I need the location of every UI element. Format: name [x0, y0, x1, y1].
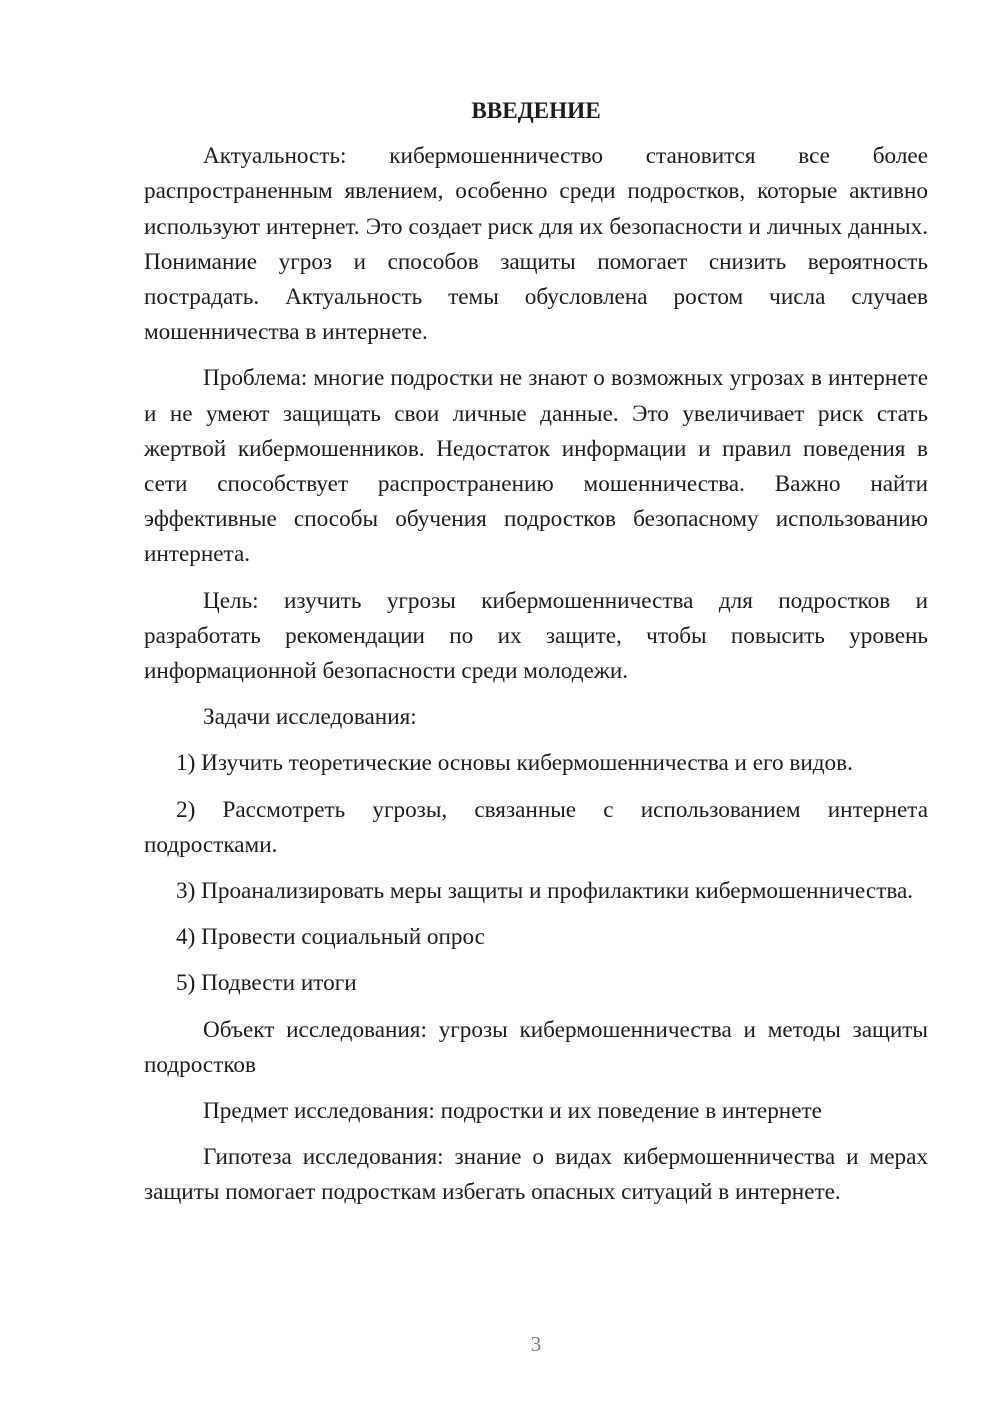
task-item-5: 5) Подвести итоги: [176, 970, 357, 997]
hypothesis-paragraph: Гипотеза исследования: знание о видах кибермошенничества и мерах защиты помогает подросткам избегать опасных ситуаций в интернете.: [144, 1144, 928, 1206]
problem-paragraph: Проблема: многие подростки не знают о возможных угрозах в интернете и не умеют защищать свои личные данные. Это увеличивает риск стать жертвой кибермошенников. Недостаток информации и правил поведения в сети способствует распространению мошенничества. Важно найти эффективные способы обучения подростков безопасному использованию интернета.: [144, 365, 928, 568]
subject-paragraph: Предмет исследования: подростки и их поведение в интернете: [203, 1098, 822, 1125]
task-item-4: 4) Провести социальный опрос: [176, 924, 485, 951]
goal-paragraph: Цель: изучить угрозы кибермошенничества для подростков и разработать рекомендации по их защите, чтобы повысить уровень информационной безопасности среди молодежи.: [144, 587, 928, 685]
relevance-paragraph: Актуальность: кибермошенничество становится все более распространенным явлением, особенно среди подростков, которые активно используют интернет. Это создает риск для их безопасности и личных данных. Понимание угроз и способов защиты помогает снизить вероятность пострадать. Актуальность темы обусловлена ростом числа случаев мошенничества в интернете.: [144, 143, 928, 346]
tasks-heading: Задачи исследования:: [203, 704, 417, 731]
page-number: 3: [530, 1332, 542, 1356]
task-item-1: 1) Изучить теоретические основы кибермошенничества и его видов.: [176, 750, 853, 777]
object-paragraph: Объект исследования: угрозы кибермошенничества и методы защиты подростков: [144, 1016, 928, 1078]
page-content: [144, 94, 928, 1222]
section-title: ВВЕДЕНИЕ: [471, 98, 601, 124]
task-item-2: 2) Рассмотреть угрозы, связанные с использованием интернета подростками.: [144, 796, 928, 858]
task-item-3: 3) Проанализировать меры защиты и профилактики кибермошенничества.: [176, 878, 914, 905]
